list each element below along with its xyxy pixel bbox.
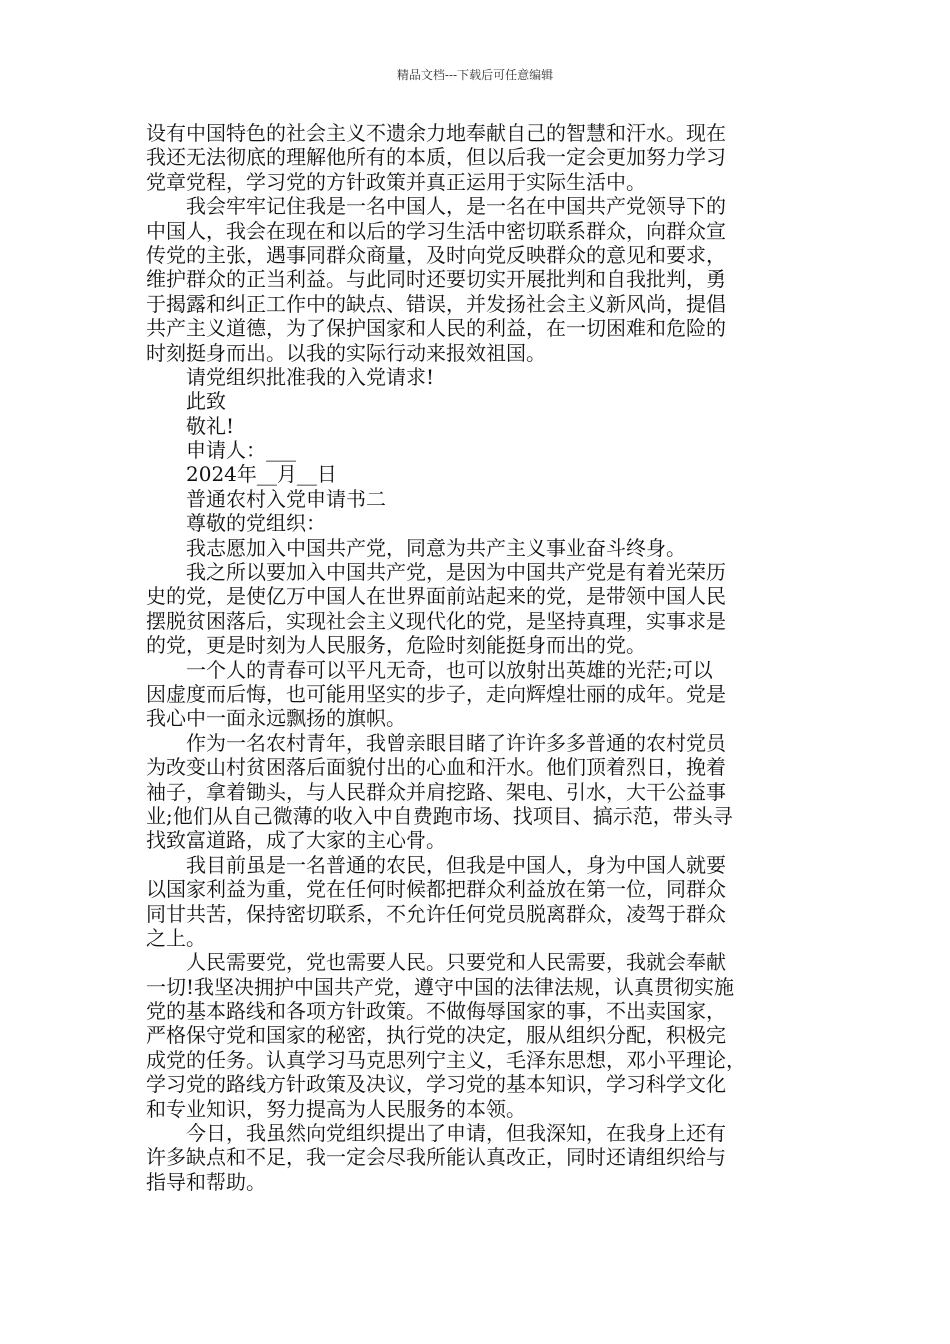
text-line: 请党组织批准我的入党请求! [146, 364, 435, 389]
text-line: 中国人，我会在现在和以后的学习生活中密切联系群众，向群众宣 [146, 218, 726, 243]
text-line: 我志愿加入中国共产党，同意为共产主义事业奋斗终身。 [146, 535, 686, 560]
text-line: 作为一名农村青年，我曾亲眼目睹了许许多多普通的农村党员 [146, 730, 726, 755]
text-line: 党章党程，学习党的方针政策并真正运用于实际生活中。 [146, 169, 646, 194]
text-line: 于揭露和纠正工作中的缺点、错误，并发扬社会主义新风尚，提倡 [146, 291, 726, 316]
text-line: 今日，我虽然向党组织提出了申请，但我深知，在我身上还有 [146, 1121, 726, 1146]
text-line: 史的党，是使亿万中国人在世界面前站起来的党，是带领中国人民 [146, 584, 726, 609]
text-line: 因虚度而后悔，也可能用坚实的步子，走向辉煌壮丽的成年。党是 [146, 681, 726, 706]
text-line: 摆脱贫困落后，实现社会主义现代化的党，是坚持真理，实事求是 [146, 608, 726, 633]
text-line: 以国家利益为重，党在任何时候都把群众利益放在第一位，同群众 [146, 877, 726, 902]
text-line: 普通农村入党申请书二 [146, 486, 386, 511]
text-line: 我心中一面永远飘扬的旗帜。 [146, 706, 406, 731]
text-line: 成党的任务。认真学习马克思列宁主义，毛泽东思想，邓小平理论， [146, 1047, 746, 1072]
text-line: 许多缺点和不足，我一定会尽我所能认真改正，同时还请组织给与 [146, 1145, 726, 1170]
text-line: 我还无法彻底的理解他所有的本质，但以后我一定会更加努力学习 [146, 145, 726, 170]
text-line: 此致 [146, 389, 226, 414]
text-line: 2024年__月__日 [146, 462, 337, 487]
text-line: 尊敬的党组织： [146, 511, 326, 536]
text-line: 传党的主张，遇事同群众商量，及时向党反映群众的意见和要求， [146, 242, 726, 267]
text-line: 我会牢牢记住我是一名中国人，是一名在中国共产党领导下的 [146, 194, 726, 219]
text-line: 学习党的路线方针政策及决议，学习党的基本知识，学习科学文化 [146, 1072, 726, 1097]
text-line: 人民需要党，党也需要人民。只要党和人民需要，我就会奉献 [146, 950, 726, 975]
text-line: 申请人：___ [146, 438, 296, 463]
text-line: 我之所以要加入中国共产党，是因为中国共产党是有着光荣历 [146, 560, 726, 585]
text-line: 找致富道路，成了大家的主心骨。 [146, 828, 446, 853]
text-line: 严格保守党和国家的秘密，执行党的决定，服从组织分配，积极完 [146, 1023, 726, 1048]
text-line: 袖子，拿着锄头，与人民群众并肩挖路、架电、引水，大干公益事 [146, 779, 726, 804]
text-line: 为改变山村贫困落后面貌付出的心血和汗水。他们顶着烈日，挽着 [146, 755, 726, 780]
page-header: 精品文档---下载后可任意编辑 [396, 68, 554, 82]
text-line: 一切!我坚决拥护中国共产党，遵守中国的法律法规，认真贯彻实施 [146, 974, 735, 999]
text-line: 维护群众的正当利益。与此同时还要切实开展批判和自我批判，勇 [146, 267, 726, 292]
text-line: 同甘共苦，保持密切联系，不允许任何党员脱离群众，凌驾于群众 [146, 901, 726, 926]
text-line: 和专业知识，努力提高为人民服务的本领。 [146, 1096, 526, 1121]
text-line: 设有中国特色的社会主义不遗余力地奉献自己的智慧和汗水。现在 [146, 121, 726, 145]
text-line: 时刻挺身而出。以我的实际行动来报效祖国。 [146, 340, 546, 365]
text-line: 一个人的青春可以平凡无奇，也可以放射出英雄的光茫;可以 [146, 657, 713, 682]
text-line: 指导和帮助。 [146, 1169, 266, 1194]
text-line: 业;他们从自己微薄的收入中自费跑市场、找项目、搞示范，带头寻 [146, 803, 733, 828]
document-body [146, 121, 812, 1194]
text-line: 之上。 [146, 925, 206, 950]
text-line: 敬礼! [146, 413, 235, 438]
text-line: 共产主义道德，为了保护国家和人民的利益，在一切困难和危险的 [146, 316, 726, 341]
text-line: 我目前虽是一名普通的农民，但我是中国人，身为中国人就要 [146, 852, 726, 877]
text-line: 党的基本路线和各项方针政策。不做侮辱国家的事，不出卖国家， [146, 999, 726, 1024]
text-line: 的党，更是时刻为人民服务，危险时刻能挺身而出的党。 [146, 633, 646, 658]
